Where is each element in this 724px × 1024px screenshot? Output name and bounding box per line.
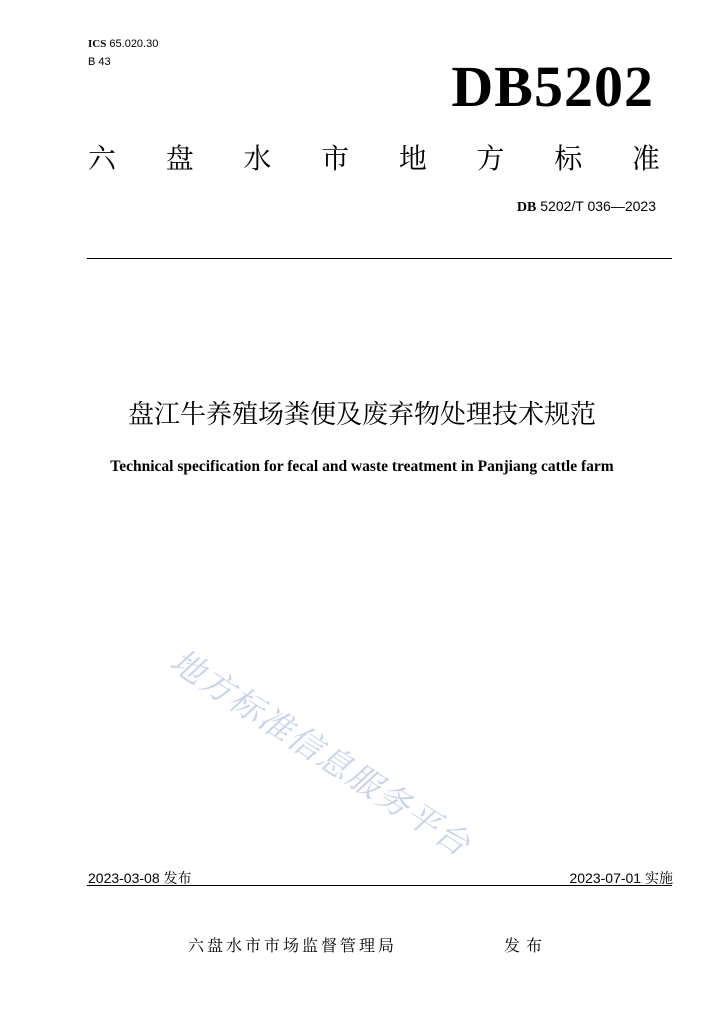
bottom-divider — [87, 885, 672, 886]
watermark: 地方标准信息服务平台 — [163, 641, 479, 865]
standard-type-char: 六 — [88, 142, 117, 175]
title-chinese: 盘江牛养殖场粪便及废弃物处理技术规范 — [127, 400, 596, 430]
standard-prefix: DB — [516, 200, 537, 215]
standard-number-value: 5202/T 036—2023 — [540, 198, 656, 214]
implementation-date: 2023-07-01 实施 — [569, 870, 673, 886]
standard-number — [517, 198, 656, 216]
standard-type-char: 地 — [398, 142, 427, 175]
standard-type-char: 盘 — [165, 142, 194, 175]
top-divider — [87, 258, 672, 259]
standard-type-char: 标 — [554, 142, 583, 175]
standard-type-char: 市 — [321, 142, 350, 175]
standard-type-char: 水 — [243, 142, 272, 175]
standard-type-char: 准 — [631, 142, 660, 175]
standard-type-char: 方 — [476, 142, 505, 175]
title-english: Technical specification for fecal and waste treatment in Panjiang cattle farm — [110, 458, 614, 475]
issue-word: 发布 — [504, 936, 549, 955]
issuing-authority: 六盘水市市场监督管理局 — [188, 936, 398, 955]
standard-type — [88, 142, 660, 176]
classification-code: B 43 — [88, 56, 111, 68]
ics-line — [88, 38, 158, 50]
ics-label: ICS — [88, 38, 107, 50]
standard-code-big: DB5202 — [451, 54, 654, 119]
ics-code: 65.020.30 — [109, 38, 159, 50]
issue-date: 2023-03-08 发布 — [88, 870, 192, 886]
